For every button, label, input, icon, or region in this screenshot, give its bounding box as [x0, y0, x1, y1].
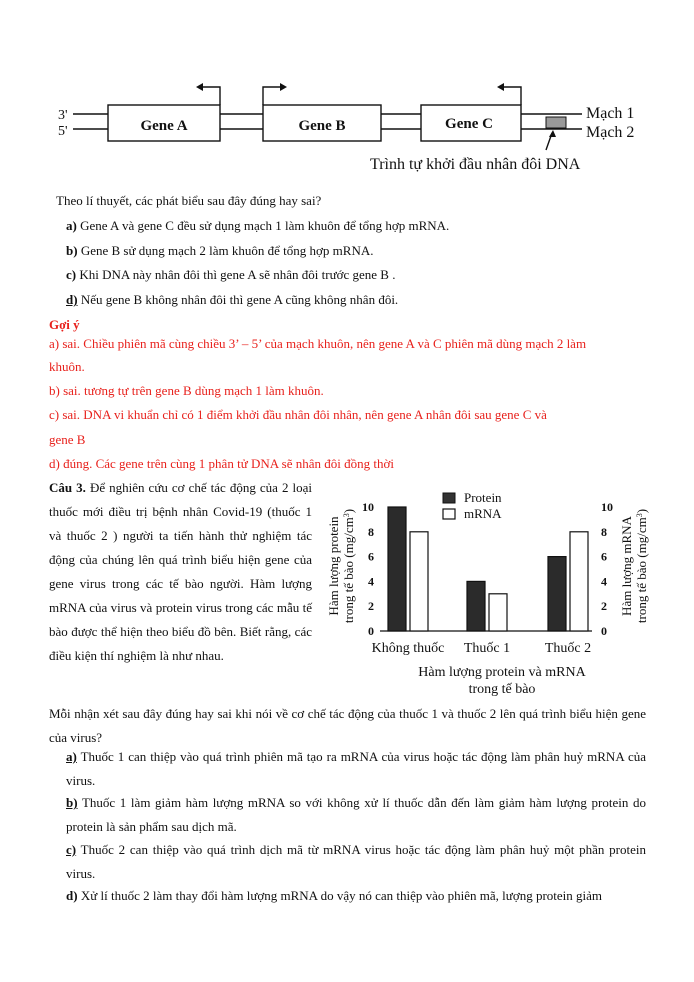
q3-statement-d: d) Xử lí thuốc 2 làm thay đổi hàm lượng mRNA do vậy nó can thiệp vào phiên mã, lượng protein giảm: [66, 888, 603, 903]
gene-c-label: Gene C: [445, 116, 493, 132]
y-label-right-1: Hàm lượng mRNA: [619, 516, 634, 616]
y-tick-right: 10: [601, 500, 613, 514]
q3-question: Mỗi nhận xét sau đây đúng hay sai khi nói về cơ chế tác động của thuốc 1 và thuốc 2 lên quá trình biểu hiện gene của virus?: [49, 706, 646, 745]
y-tick-left: 8: [368, 524, 374, 539]
hint-d: d) đúng. Các gene trên cùng 1 phân tử DNA sẽ nhân đôi đồng thời: [49, 456, 394, 471]
legend-label-protein: Protein: [464, 490, 502, 505]
legend-swatch-mrna: [443, 509, 455, 519]
hint-a-line1: a) sai. Chiều phiên mã cùng chiều 3’ – 5’ của mạch khuôn, nên gene A và C phiên mã dùng mạch 2 làm: [49, 336, 587, 351]
legend-label-mrna: mRNA: [464, 506, 502, 521]
gene-b-label: Gene B: [298, 118, 346, 134]
y-label-right-2: trong tế bào $(mg/cm^3)$: [634, 508, 649, 624]
y-tick-right: 4: [601, 574, 607, 589]
y-tick-left: 4: [368, 574, 374, 589]
q3-statement-b: b) Thuốc 1 làm giảm hàm lượng mRNA so với không xử lí thuốc dẫn đến làm giảm hàm lượng protein do protein là sản phẩm sau dịch mã.: [66, 795, 646, 834]
y-tick-left: 6: [368, 549, 374, 564]
q2-intro: Theo lí thuyết, các phát biểu sau đây đúng hay sai?: [56, 193, 322, 208]
y-label-left-2: trong tế bào $(mg/cm^3)$: [341, 508, 356, 624]
hint-title: Gợi ý: [49, 317, 80, 332]
y-tick-right: 8: [601, 524, 607, 539]
x-tick-label: Thuốc 2: [544, 641, 592, 656]
x-label-line2: trong tế bào: [468, 682, 536, 697]
legend-swatch-protein: [443, 493, 455, 503]
y-tick-left: 10: [362, 500, 374, 514]
y-label-left-1: Hàm lượng protein: [326, 516, 341, 616]
bar-mrna-2: [570, 532, 588, 631]
bar-protein-2: [548, 557, 566, 631]
q3-paragraph: Câu 3. Để nghiên cứu cơ chế tác động của 2 loại thuốc mới điều trị bệnh nhân Covid-19 (thuốc 1 và thuốc 2 ) người ta tiến hành thử nghiệm tác động của chúng lên quá trình biểu hiện gene của gene virus trong các tế bào người. Hàm lượng mRNA của virus và protein virus trong các mẫu tế bào được thể hiện theo biểu đồ bên. Biết rằng, các điều kiện thí nghiệm là như nhau.: [49, 480, 312, 663]
origin-label: Trình tự khởi đầu nhân đôi DNA: [370, 156, 581, 173]
q2-statement-c: c) Khi DNA này nhân đôi thì gene A sẽ nhân đôi trước gene B .: [66, 267, 396, 282]
x-tick-label: Không thuốc: [371, 641, 445, 656]
y-tick-right: 6: [601, 549, 607, 564]
strand-label-mach2: Mạch 2: [586, 124, 635, 141]
strand-label-mach1: Mạch 1: [586, 105, 635, 122]
hint-c-line2: gene B: [49, 432, 86, 447]
bar-chart: [318, 484, 662, 700]
x-tick-label: Thuốc 1: [463, 641, 511, 656]
bar-protein-1: [467, 581, 485, 631]
bar-mrna-0: [410, 532, 428, 631]
gene-a-label: Gene A: [140, 118, 188, 134]
x-label-line1: Hàm lượng protein và mRNA: [418, 665, 586, 680]
y-tick-right: 0: [601, 624, 607, 638]
y-tick-left: 0: [368, 624, 374, 638]
q2-statement-b: b) Gene B sử dụng mạch 2 làm khuôn để tổng hợp mRNA.: [66, 243, 374, 258]
strand-label-5: 5': [58, 124, 68, 139]
hint-b: b) sai. tương tự trên gene B dùng mạch 1 làm khuôn.: [49, 383, 324, 398]
q2-statement-a: a) Gene A và gene C đều sử dụng mạch 1 làm khuôn để tổng hợp mRNA.: [66, 218, 450, 233]
gene-diagram: [0, 78, 694, 178]
bar-mrna-1: [489, 594, 507, 631]
hint-c-line1: c) sai. DNA vi khuẩn chỉ có 1 điểm khởi đầu nhân đôi nhân, nên gene A nhân đôi sau gene C và: [49, 407, 547, 422]
hint-a-line2: khuôn.: [49, 359, 85, 374]
q3-statement-a: a) Thuốc 1 can thiệp vào quá trình phiên mã tạo ra mRNA của virus hoặc tác động làm phân huỷ mRNA của virus.: [66, 749, 646, 788]
origin-box: [546, 117, 566, 128]
y-tick-left: 2: [368, 599, 374, 614]
q3-statement-c: c) Thuốc 2 can thiệp vào quá trình dịch mã từ mRNA virus hoặc tác động làm phân huỷ một phần protein virus.: [66, 842, 646, 881]
bar-protein-0: [388, 507, 406, 631]
q2-statement-d: d) Nếu gene B không nhân đôi thì gene A cũng không nhân đôi.: [66, 292, 399, 307]
strand-label-3: 3': [58, 108, 68, 123]
y-tick-right: 2: [601, 599, 607, 614]
